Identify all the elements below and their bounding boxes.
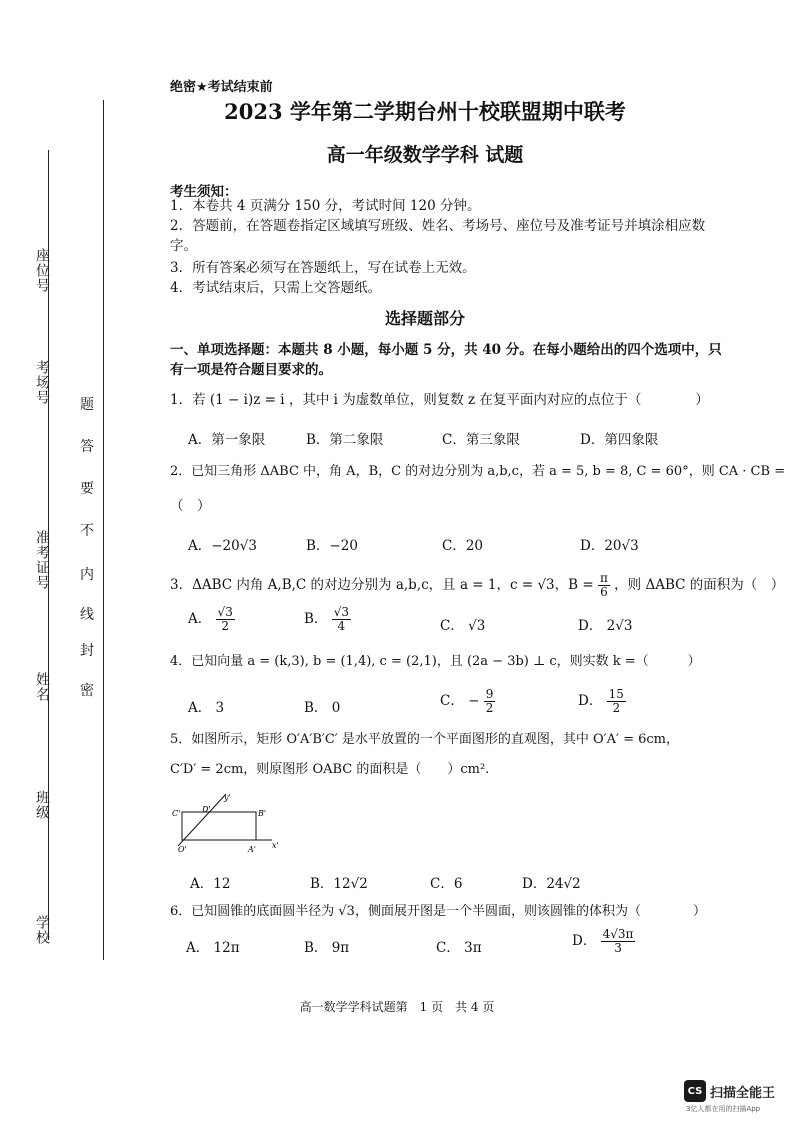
q4-option-a-label: A． [188, 700, 212, 716]
question-5-line1: 5．如图所示，矩形 O′A′B′C′ 是水平放置的一个平面图形的直观图，其中 O′A′ = 6cm， [170, 732, 680, 747]
q1-option-a: A．第一象限 [188, 432, 266, 448]
figure-y-axis [178, 794, 226, 846]
seal-char: 密 [80, 683, 94, 699]
q6-option-c [436, 936, 482, 956]
watermark-tagline: 3亿人都在用的扫描App [686, 1105, 761, 1113]
q4-option-c-label: C． [440, 693, 464, 709]
seal-char: 内 [80, 567, 94, 583]
q4-option-d-numerator: 15 [608, 687, 624, 701]
figure-rectangle [182, 812, 256, 840]
q3-option-c [440, 614, 485, 634]
q3-option-a-denominator: 2 [221, 619, 229, 633]
q6-option-d-denominator: 3 [614, 941, 622, 955]
q4-option-b-label: B． [304, 700, 328, 716]
notice-heading: 考生须知： [170, 184, 238, 200]
q4-option-c [440, 688, 495, 715]
q6-option-d [572, 928, 635, 955]
seal-char: 线 [80, 607, 94, 623]
class-label: 班级 [34, 790, 50, 820]
q3-option-b-denominator: 4 [337, 619, 346, 633]
seal-char: 答 [80, 439, 94, 455]
section-title: 选择题部分 [384, 309, 465, 328]
q4-option-b [304, 696, 340, 716]
q6-option-c-value: 3π [464, 940, 482, 956]
name-label: 姓名 [34, 672, 50, 702]
label-y: y' [224, 793, 231, 802]
q2-option-c: C．20 [442, 538, 484, 554]
question-2-stem: 2．已知三角形 ΔABC 中，角 A，B，C 的对边分别为 a,b,c，若 a = 5, b = 8, C = 60°，则 CA · CB = [170, 464, 786, 479]
q4-option-a [188, 696, 224, 716]
seat-number-label: 座位号 [34, 248, 50, 293]
seal-char: 题 [80, 397, 94, 413]
notice-item: 字。 [170, 238, 197, 254]
q3-angle-numerator: π [599, 571, 608, 585]
page-footer: 高一数学学科试题第 1 页 共 4 页 [299, 1000, 495, 1014]
seal-char: 要 [80, 481, 94, 497]
notice-item: 1．本卷共 4 页满分 150 分，考试时间 120 分钟。 [170, 198, 481, 214]
q6-option-d-label: D． [572, 933, 597, 949]
q2-option-d: D．20√3 [580, 538, 639, 554]
seal-char: 不 [80, 523, 94, 539]
label-b: B' [258, 809, 267, 818]
q1-option-b: B．第二象限 [306, 432, 384, 448]
q3-option-d [578, 614, 632, 634]
q3-angle-fraction [598, 572, 610, 599]
exam-title: 2023 学年第二学期台州十校联盟期中联考 [224, 99, 626, 124]
q1-option-c: C．第三象限 [442, 432, 520, 448]
q4-option-d-fraction [607, 688, 626, 715]
q3-option-b [304, 606, 351, 633]
label-x: x' [272, 841, 279, 850]
q2-option-a: A．−20√3 [188, 538, 257, 554]
question-1-stem: 1．若 (1 − i)z = i ，其中 i 为虚数单位，则复数 z 在复平面内对应的点位于（ ） [170, 392, 709, 408]
q3-option-b-fraction [332, 606, 351, 633]
q3-angle-denominator: 6 [600, 585, 608, 599]
notice-item: 4．考试结束后，只需上交答题纸。 [170, 280, 382, 296]
q5-option-d: D．24√2 [522, 876, 581, 892]
q6-option-b-label: B． [304, 940, 328, 956]
notice-item: 3．所有答案必须写在答题纸上，写在试卷上无效。 [170, 260, 476, 276]
q5-option-c: C．6 [430, 876, 463, 892]
q4-option-c-denominator: 2 [485, 701, 494, 715]
q4-option-c-minus: − [468, 693, 480, 709]
q4-option-a-value: 3 [215, 700, 225, 716]
q3-option-b-numerator: √3 [333, 605, 349, 619]
question-4-stem: 4．已知向量 a = (k,3), b = (1,4), c = (2,1)，且 (2a − 3b) ⊥ c，则实数 k =（ ） [170, 654, 701, 669]
label-c: C' [172, 809, 181, 818]
notice-item: 2．答题前，在答题卷指定区域填写班级、姓名、考场号、座位号及准考证号并填涂相应数 [170, 218, 706, 234]
q3-option-d-label: D． [578, 618, 603, 634]
q6-option-d-numerator: 4√3π [602, 927, 634, 941]
q4-option-d [578, 688, 626, 715]
label-d: D' [202, 805, 211, 814]
question-2-paren: （ ） [170, 498, 211, 514]
question-5-line2: C′D′ = 2cm，则原图形 OABC 的面积是（ ）cm². [170, 762, 490, 777]
q4-option-d-label: D． [578, 693, 603, 709]
label-o: O' [178, 845, 187, 854]
exam-subtitle: 高一年级数学学科 试题 [326, 144, 524, 166]
q5-option-b: B．12√2 [310, 876, 368, 892]
q3-option-a-label: A． [188, 611, 212, 627]
q3-option-a-fraction [216, 606, 235, 633]
q6-option-d-fraction [601, 928, 636, 955]
q6-option-b [304, 936, 349, 956]
exam-room-label: 考场号 [34, 360, 50, 405]
q4-option-b-value: 0 [331, 700, 341, 716]
q3-option-a [188, 606, 235, 633]
q6-option-a-value: 12π [213, 940, 240, 956]
q1-option-d: D．第四象限 [580, 432, 659, 448]
q3-option-c-value: √3 [468, 618, 486, 634]
q5-option-a: A．12 [190, 876, 231, 892]
q6-option-b-value: 9π [331, 940, 350, 956]
watermark-brand: 扫描全能王 [710, 1086, 776, 1101]
confidential-label: 绝密★考试结束前 [170, 80, 273, 95]
q6-option-a-label: A． [186, 940, 210, 956]
seal-char: 封 [80, 643, 94, 659]
q3-option-c-label: C． [440, 618, 464, 634]
section-intro-line2: 有一项是符合题目要求的。 [170, 362, 332, 378]
q4-option-c-fraction [484, 688, 496, 715]
binding-line-right [103, 100, 104, 960]
ticket-number-label: 准考证号 [34, 530, 50, 590]
question-6-stem: 6．已知圆锥的底面圆半径为 √3，侧面展开图是一个半圆面，则该圆锥的体积为（ ） [170, 904, 706, 919]
school-label: 学校 [34, 915, 50, 945]
q6-option-c-label: C． [436, 940, 460, 956]
q4-option-c-numerator: 9 [485, 687, 494, 701]
q3-stem-part-a: 3．ΔABC 内角 A,B,C 的对边分别为 a,b,c，且 a = 1，c = √3，B = [170, 577, 594, 593]
camscanner-logo-icon: CS [684, 1080, 706, 1102]
q4-option-d-denominator: 2 [612, 701, 621, 715]
q3-option-d-value: 2√3 [606, 618, 633, 634]
section-intro-line1: 一、单项选择题：本题共 8 小题，每小题 5 分，共 40 分。在每小题给出的四个选项中，只 [170, 342, 722, 358]
label-a: A' [248, 845, 256, 854]
q6-option-a [186, 936, 240, 956]
q5-figure [168, 790, 288, 860]
q3-option-b-label: B． [304, 611, 328, 627]
q3-stem-part-b: ，则 ΔABC 的面积为（ ） [614, 577, 785, 593]
q2-option-b: B．−20 [306, 538, 358, 554]
q3-option-a-numerator: √3 [217, 605, 233, 619]
question-3-stem [170, 572, 784, 599]
